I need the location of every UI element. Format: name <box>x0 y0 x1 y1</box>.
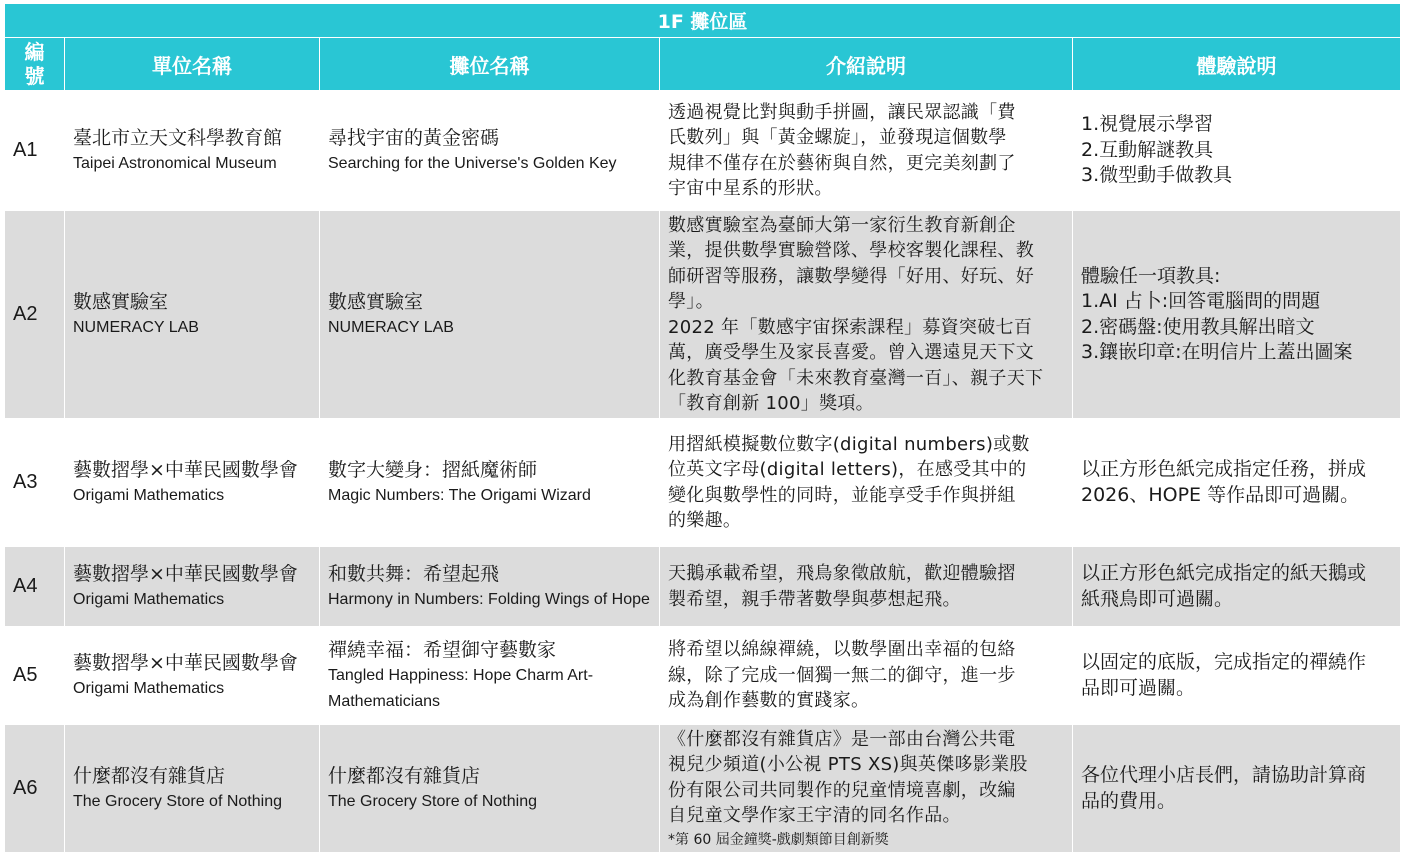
booth-name-zh: 禪繞幸福：希望御守藝數家 <box>328 638 557 661</box>
booth-name-cell <box>320 211 660 419</box>
unit-name-cell <box>65 547 320 627</box>
table-title: 1F 攤位區 <box>5 4 1401 38</box>
intro-cell <box>660 211 1073 419</box>
experience-text: 各位代理小店長們，請協助計算商 品的費用。 <box>1081 764 1367 812</box>
header-unit-name: 單位名稱 <box>65 38 320 91</box>
booth-name-en: Magic Numbers: The Origami Wizard <box>328 486 591 504</box>
booth-table-container <box>4 3 1400 853</box>
intro-text: 將希望以綿線禪繞，以數學圍出幸福的包絡 線，除了完成一個獨一無二的御守，進一步 成為創作藝數的實踐家。 <box>668 639 1016 712</box>
booth-name-en: Searching for the Universe's Golden Key <box>328 154 617 172</box>
unit-name-cell <box>65 627 320 725</box>
booth-name-zh: 數字大變身：摺紙魔術師 <box>328 458 538 481</box>
intro-text: 天鵝承載希望，飛鳥象徵啟航，歡迎體驗摺 製希望，親手帶著數學與夢想起飛。 <box>668 563 1016 610</box>
booth-code: A2 <box>5 211 65 419</box>
unit-name-en: Origami Mathematics <box>73 486 225 504</box>
experience-cell <box>1073 91 1401 211</box>
unit-name-en: The Grocery Store of Nothing <box>73 792 282 810</box>
unit-name-en: NUMERACY LAB <box>73 318 199 336</box>
experience-text: 1.視覺展示學習 2.互動解謎教具 3.微型動手做教具 <box>1081 113 1233 187</box>
intro-cell <box>660 419 1073 547</box>
header-introduction: 介紹說明 <box>660 38 1073 91</box>
booth-name-cell <box>320 547 660 627</box>
unit-name-cell <box>65 211 320 419</box>
experience-cell <box>1073 419 1401 547</box>
experience-text: 以正方形色紙完成指定的紙天鵝或 紙飛鳥即可過關。 <box>1081 562 1367 610</box>
intro-cell <box>660 725 1073 853</box>
table-header-row <box>5 38 1401 91</box>
unit-name-en: Taipei Astronomical Museum <box>73 154 277 172</box>
intro-cell <box>660 547 1073 627</box>
intro-cell <box>660 91 1073 211</box>
booth-name-cell <box>320 91 660 211</box>
header-booth-name: 攤位名稱 <box>320 38 660 91</box>
unit-name-zh: 藝數摺學×中華民國數學會 <box>73 651 298 674</box>
booth-name-zh: 和數共舞：希望起飛 <box>328 562 500 585</box>
unit-name-zh: 臺北市立天文科學教育館 <box>73 126 283 149</box>
unit-name-cell <box>65 725 320 853</box>
table-row <box>5 211 1401 419</box>
unit-name-cell <box>65 91 320 211</box>
experience-cell <box>1073 211 1401 419</box>
experience-text: 以正方形色紙完成指定任務，拼成 2026、HOPE 等作品即可過關。 <box>1081 458 1367 506</box>
unit-name-zh: 什麼都沒有雜貨店 <box>73 764 226 787</box>
booth-name-zh: 數感實驗室 <box>328 290 424 313</box>
table-row <box>5 419 1401 547</box>
intro-text: 用摺紙模擬數位數字(digital numbers)或數 位英文字母(digital letters)，在感受其中的 變化與數學性的同時，並能享受手作與拼組 的樂趣。 <box>668 433 1030 531</box>
table-row <box>5 725 1401 853</box>
unit-name-zh: 藝數摺學×中華民國數學會 <box>73 458 298 481</box>
experience-cell <box>1073 627 1401 725</box>
booth-name-cell <box>320 627 660 725</box>
table-row <box>5 91 1401 211</box>
booth-name-en: Tangled Happiness: Hope Charm Art-Mathematicians <box>328 666 594 710</box>
booth-code: A5 <box>5 627 65 725</box>
header-number: 編 號 <box>5 38 65 91</box>
booth-name-cell <box>320 725 660 853</box>
unit-name-en: Origami Mathematics <box>73 679 225 697</box>
table-row <box>5 627 1401 725</box>
booth-name-cell <box>320 419 660 547</box>
intro-award-note: *第 60 屆金鐘獎-戲劇類節目創新獎 <box>668 831 889 848</box>
intro-text: 數感實驗室為臺師大第一家衍生教育新創企 業，提供數學實驗營隊、學校客製化課程、教 師研習等服務，讓數學變得「好用、好玩、好 學」。 2022 年「數感宇宙探索課程」募資突破七百 萬，廣受學生及家長喜愛。曾入選遠見天下文 化教育基金會「未來教育臺灣一百」、親子天下 「教育創新 100」獎項。 <box>668 214 1044 414</box>
unit-name-zh: 數感實驗室 <box>73 290 169 313</box>
unit-name-en: Origami Mathematics <box>73 590 225 608</box>
booth-code: A3 <box>5 419 65 547</box>
booth-name-en: The Grocery Store of Nothing <box>328 792 537 810</box>
booth-name-zh: 什麼都沒有雜貨店 <box>328 764 481 787</box>
booth-code: A6 <box>5 725 65 853</box>
intro-cell <box>660 627 1073 725</box>
booth-code: A4 <box>5 547 65 627</box>
experience-text: 體驗任一項教具: 1.AI 占卜:回答電腦問的問題 2.密碼盤:使用教具解出暗文 3.鑲嵌印章:在明信片上蓋出圖案 <box>1081 264 1353 363</box>
booth-name-zh: 尋找宇宙的黃金密碼 <box>328 126 500 149</box>
header-experience: 體驗說明 <box>1073 38 1401 91</box>
table-title-row <box>5 4 1401 38</box>
unit-name-zh: 藝數摺學×中華民國數學會 <box>73 562 298 585</box>
booth-code: A1 <box>5 91 65 211</box>
intro-text: 《什麼都沒有雜貨店》是一部由台灣公共電 視兒少頻道(小公視 PTS XS)與英傑哆影業股 份有限公司共同製作的兒童情境喜劇，改編 自兒童文學作家王宇清的同名作品。 <box>668 728 1028 826</box>
booth-name-en: Harmony in Numbers: Folding Wings of Hope <box>328 590 650 608</box>
booth-name-en: NUMERACY LAB <box>328 318 454 336</box>
experience-cell <box>1073 547 1401 627</box>
booth-table <box>4 3 1401 853</box>
table-row <box>5 547 1401 627</box>
unit-name-cell <box>65 419 320 547</box>
intro-text: 透過視覺比對與動手拼圖，讓民眾認識「費 氏數列」與「黃金螺旋」，並發現這個數學 規律不僅存在於藝術與自然，更完美刻劃了 宇宙中星系的形狀。 <box>668 101 1016 199</box>
experience-text: 以固定的底版，完成指定的禪繞作 品即可過關。 <box>1081 651 1367 699</box>
experience-cell <box>1073 725 1401 853</box>
